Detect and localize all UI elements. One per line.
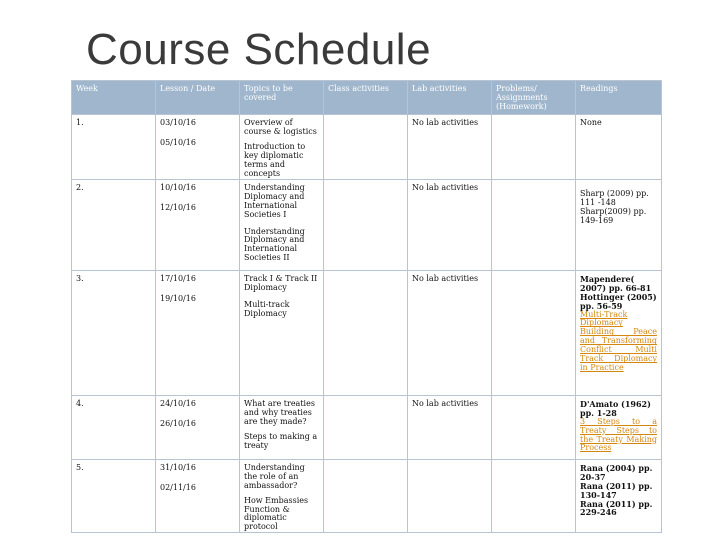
column-header: Class activities bbox=[324, 81, 408, 115]
class-cell bbox=[324, 395, 408, 459]
topic-cell bbox=[240, 270, 324, 395]
lab-cell: No lab activities bbox=[408, 270, 492, 395]
lab-cell: No lab activities bbox=[408, 179, 492, 270]
column-header: Lesson / Date bbox=[156, 81, 240, 115]
topic-cell bbox=[240, 115, 324, 180]
header-row bbox=[72, 81, 662, 115]
readings-cell bbox=[576, 179, 662, 270]
date: 17/10/16 bbox=[160, 273, 196, 283]
class-cell bbox=[324, 115, 408, 180]
topic: Track I & Track II Diplomacy bbox=[244, 273, 318, 292]
date-cell bbox=[156, 270, 240, 395]
reading: Hottinger (2005) pp. 56-59 bbox=[580, 291, 657, 311]
problems-cell bbox=[492, 179, 576, 270]
table-row bbox=[72, 179, 662, 270]
lab-cell: No lab activities bbox=[408, 395, 492, 459]
class-cell bbox=[324, 179, 408, 270]
week-cell: 1. bbox=[72, 115, 156, 180]
page-title: Course Schedule bbox=[86, 25, 432, 74]
reading: Rana (2011) pp. 130-147 bbox=[580, 480, 653, 500]
topic: Understanding Diplomacy and International Societies I bbox=[244, 182, 305, 219]
topic-cell bbox=[240, 459, 324, 533]
table-row bbox=[72, 115, 662, 180]
lab-cell: No lab activities bbox=[408, 115, 492, 180]
topic: Introduction to key diplomatic terms and concepts bbox=[244, 141, 306, 178]
week-cell: 5. bbox=[72, 459, 156, 533]
readings-cell bbox=[576, 115, 662, 180]
reading-link[interactable]: Multi-Track Diplomacy Building Peace and Transforming Conflict Multi Track Diplomacy in Practice bbox=[580, 309, 657, 373]
reading: None bbox=[580, 118, 602, 127]
column-header: Week bbox=[72, 81, 156, 115]
date: 31/10/16 bbox=[160, 462, 196, 472]
readings-cell bbox=[576, 270, 662, 395]
topic: Understanding Diplomacy and International Societies II bbox=[244, 226, 305, 263]
column-header: Topics to be covered bbox=[240, 81, 324, 115]
reading: D'Amato (1962) pp. 1-28 bbox=[580, 398, 651, 418]
schedule-table bbox=[71, 80, 662, 533]
topic: Multi-track Diplomacy bbox=[244, 299, 290, 318]
date: 12/10/16 bbox=[160, 202, 196, 212]
week-cell: 3. bbox=[72, 270, 156, 395]
date: 10/10/16 bbox=[160, 182, 196, 192]
topic: How Embassies Function & diplomatic protocol bbox=[244, 495, 309, 532]
table-row bbox=[72, 459, 662, 533]
lab-cell bbox=[408, 459, 492, 533]
reading: Sharp(2009) pp. 149-169 bbox=[580, 206, 647, 225]
column-header: Readings bbox=[576, 81, 662, 115]
problems-cell bbox=[492, 270, 576, 395]
reading: Rana (2011) pp. 229-246 bbox=[580, 498, 653, 518]
readings-cell bbox=[576, 459, 662, 533]
date-cell bbox=[156, 459, 240, 533]
topic: What are treaties and why treaties are they made? bbox=[244, 398, 315, 426]
date: 02/11/16 bbox=[160, 482, 196, 492]
topic-cell bbox=[240, 395, 324, 459]
date: 24/10/16 bbox=[160, 398, 196, 408]
reading: Mapendere( 2007) pp. 66-81 bbox=[580, 273, 652, 293]
topic: Overview of course & logistics bbox=[244, 118, 317, 136]
reading: Rana (2004) pp. 20-37 bbox=[580, 462, 653, 482]
class-cell bbox=[324, 270, 408, 395]
week-cell: 2. bbox=[72, 179, 156, 270]
date-cell bbox=[156, 115, 240, 180]
topic: Understanding the role of an ambassador? bbox=[244, 462, 305, 490]
date-cell bbox=[156, 395, 240, 459]
date-cell bbox=[156, 179, 240, 270]
table-row bbox=[72, 395, 662, 459]
topic-cell bbox=[240, 179, 324, 270]
date: 05/10/16 bbox=[160, 137, 196, 147]
table-row bbox=[72, 270, 662, 395]
reading-link[interactable]: 3 Steps to a Treaty Steps to the Treaty Making Process bbox=[580, 416, 657, 453]
problems-cell bbox=[492, 459, 576, 533]
date: 19/10/16 bbox=[160, 293, 196, 303]
problems-cell bbox=[492, 395, 576, 459]
class-cell bbox=[324, 459, 408, 533]
week-cell: 4. bbox=[72, 395, 156, 459]
column-header: Lab activities bbox=[408, 81, 492, 115]
date: 26/10/16 bbox=[160, 418, 196, 428]
reading: Sharp (2009) pp. 111 -148 bbox=[580, 188, 649, 207]
readings-cell bbox=[576, 395, 662, 459]
date: 03/10/16 bbox=[160, 118, 196, 127]
topic: Steps to making a treaty bbox=[244, 431, 318, 450]
column-header: Problems/ Assignments (Homework) bbox=[492, 81, 576, 115]
problems-cell bbox=[492, 115, 576, 180]
